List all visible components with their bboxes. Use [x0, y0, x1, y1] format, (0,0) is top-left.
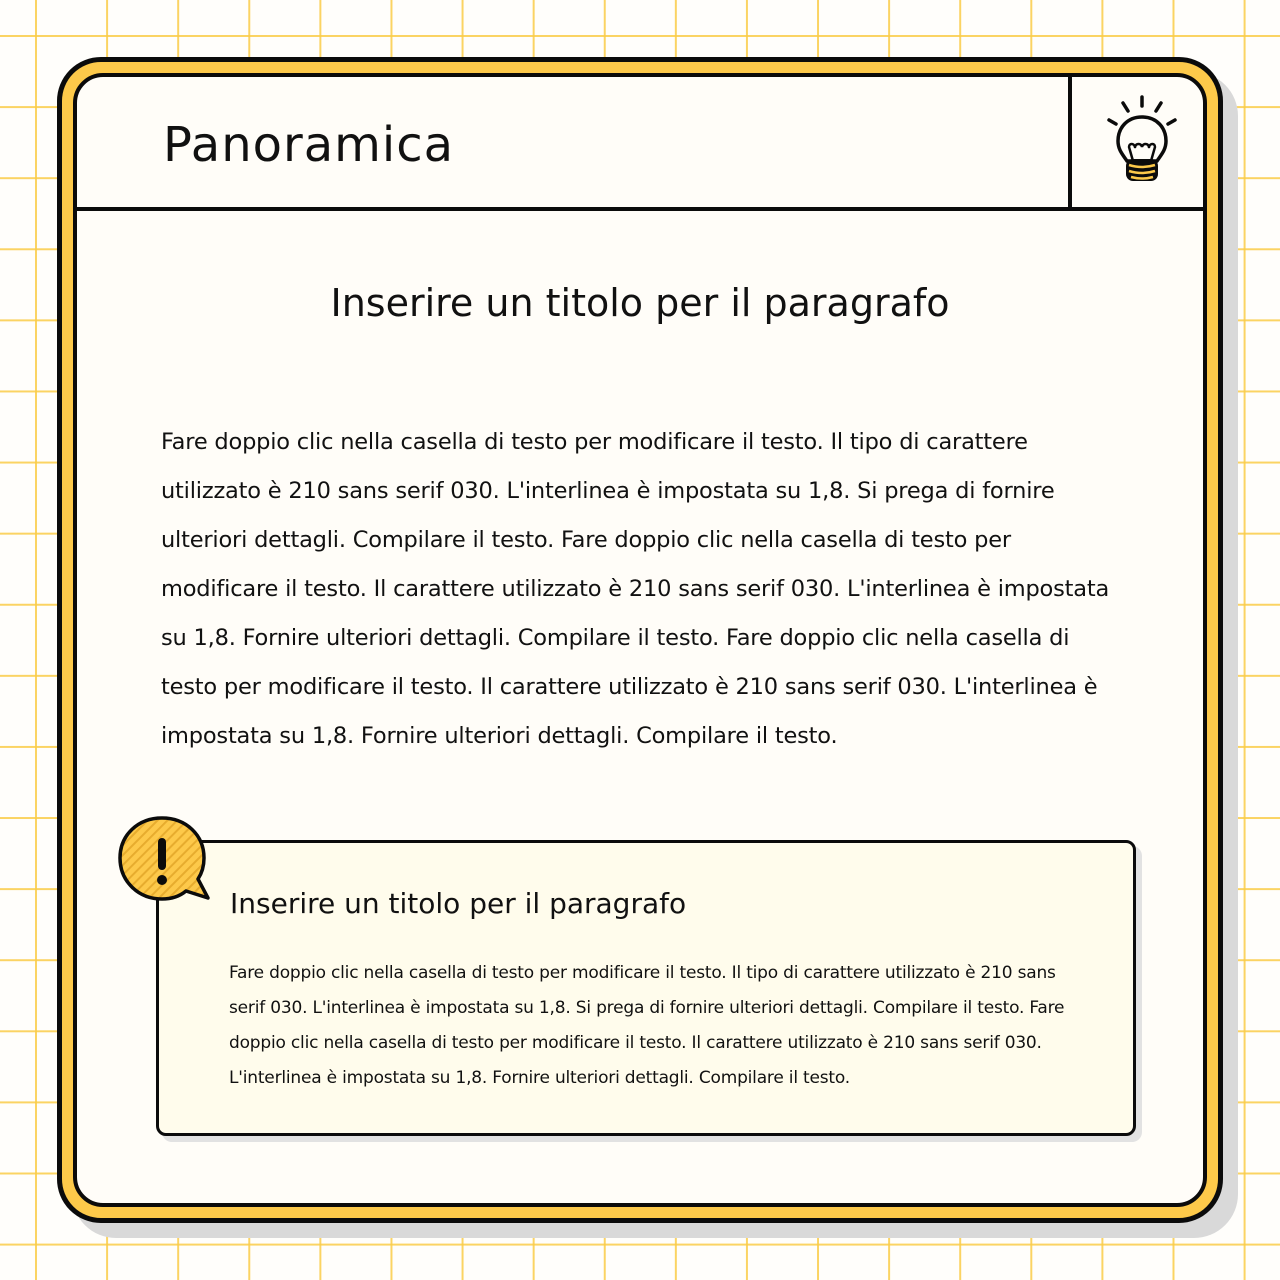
header-divider [1068, 77, 1072, 207]
exclamation-speech-bubble-icon [114, 813, 210, 909]
callout-title: Inserire un titolo per il paragrafo [230, 887, 687, 920]
page-title: Panoramica [163, 117, 455, 173]
section-body-text: Fare doppio clic nella casella di testo per modificare il testo. Il tipo di carattere utilizzato è 210 sans serif 030. L'interlinea è impostata su 1,8. Si prega di fornire ulteriori dettagli. Compilare il testo. Fare doppio clic nella casella di testo per modificare il testo. Il carattere utilizzato è 210 sans serif 030. L'interlinea è impostata su 1,8. Fornire ulteriori dettagli. Compilare il testo. Fare doppio clic nella casella di testo per modificare il testo. Il carattere utilizzato è 210 sans serif 030. L'interlinea è impostata su 1,8. Fornire ulteriori dettagli. Compilare il testo. [161, 429, 1110, 749]
section-title: Inserire un titolo per il paragrafo [330, 281, 950, 325]
lightbulb-icon [1099, 91, 1185, 191]
callout-body-text: Fare doppio clic nella casella di testo per modificare il testo. Il tipo di carattere utilizzato è 210 sans serif 030. L'interlinea è impostata su 1,8. Si prega di fornire ulteriori dettagli. Compilare il testo. Fare doppio clic nella casella di testo per modificare il testo. Il carattere utilizzato è 210 sans serif 030. L'interlinea è impostata su 1,8. Fornire ulteriori dettagli. Compilare il testo. [229, 963, 1065, 1088]
content-card [73, 73, 1207, 1207]
card-header [77, 77, 1203, 211]
callout-box [156, 840, 1136, 1136]
